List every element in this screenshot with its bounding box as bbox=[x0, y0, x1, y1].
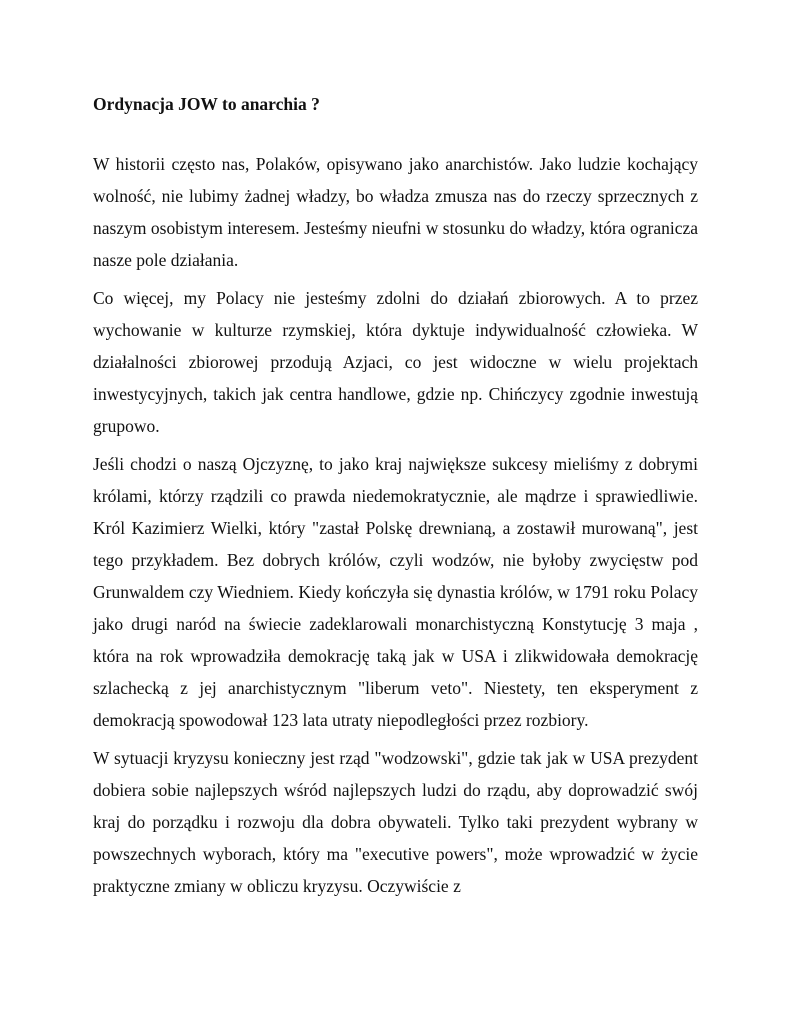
paragraph-2: Co więcej, my Polacy nie jesteśmy zdolni do działań zbiorowych. A to przez wychowanie w kulturze rzymskiej, która dyktuje indywidualność człowieka. W działalności zbiorowej przodują Azjaci, co jest widoczne w wielu projektach inwestycyjnych, takich jak centra handlowe, gdzie np. Chińczycy zgodnie inwestują grupowo. bbox=[93, 288, 698, 436]
paragraph-4: W sytuacji kryzysu konieczny jest rząd "wodzowski", gdzie tak jak w USA prezydent dobiera sobie najlepszych wśród najlepszych ludzi do rządu, aby doprowadzić swój kraj do porządku i rozwoju dla dobra obywateli. Tylko taki prezydent wybrany w powszechnych wyborach, który ma "executive powers", może wprowadzić w życie praktyczne zmiany w obliczu kryzysu. Oczywiście z bbox=[93, 748, 698, 896]
document-title: Ordynacja JOW to anarchia ? bbox=[93, 94, 320, 114]
paragraph-3: Jeśli chodzi o naszą Ojczyznę, to jako kraj największe sukcesy mieliśmy z dobrymi królami, którzy rządzili co prawda niedemokratycznie, ale mądrze i sprawiedliwie. Król Kazimierz Wielki, który "zastał Polskę drewnianą, a zostawił murowaną", jest tego przykładem. Bez dobrych królów, czyli wodzów, nie byłoby zwycięstw pod Grunwaldem czy Wiedniem. Kiedy kończyła się dynastia królów, w 1791 roku Polacy jako drugi naród na świecie zadeklarowali monarchistyczną Konstytucję 3 maja , która na rok wprowadziła demokrację taką jak w USA i zlikwidowała demokrację szlachecką z jej anarchistycznym "liberum veto". Niestety, ten eksperyment z demokracją spowodował 123 lata utraty niepodległości przez rozbiory. bbox=[93, 454, 698, 730]
paragraph-1: W historii często nas, Polaków, opisywano jako anarchistów. Jako ludzie kochający wolność, nie lubimy żadnej władzy, bo władza zmusza nas do rzeczy sprzecznych z naszym osobistym interesem. Jesteśmy nieufni w stosunku do władzy, która ogranicza nasze pole działania. bbox=[93, 154, 698, 270]
document-body bbox=[93, 91, 698, 908]
